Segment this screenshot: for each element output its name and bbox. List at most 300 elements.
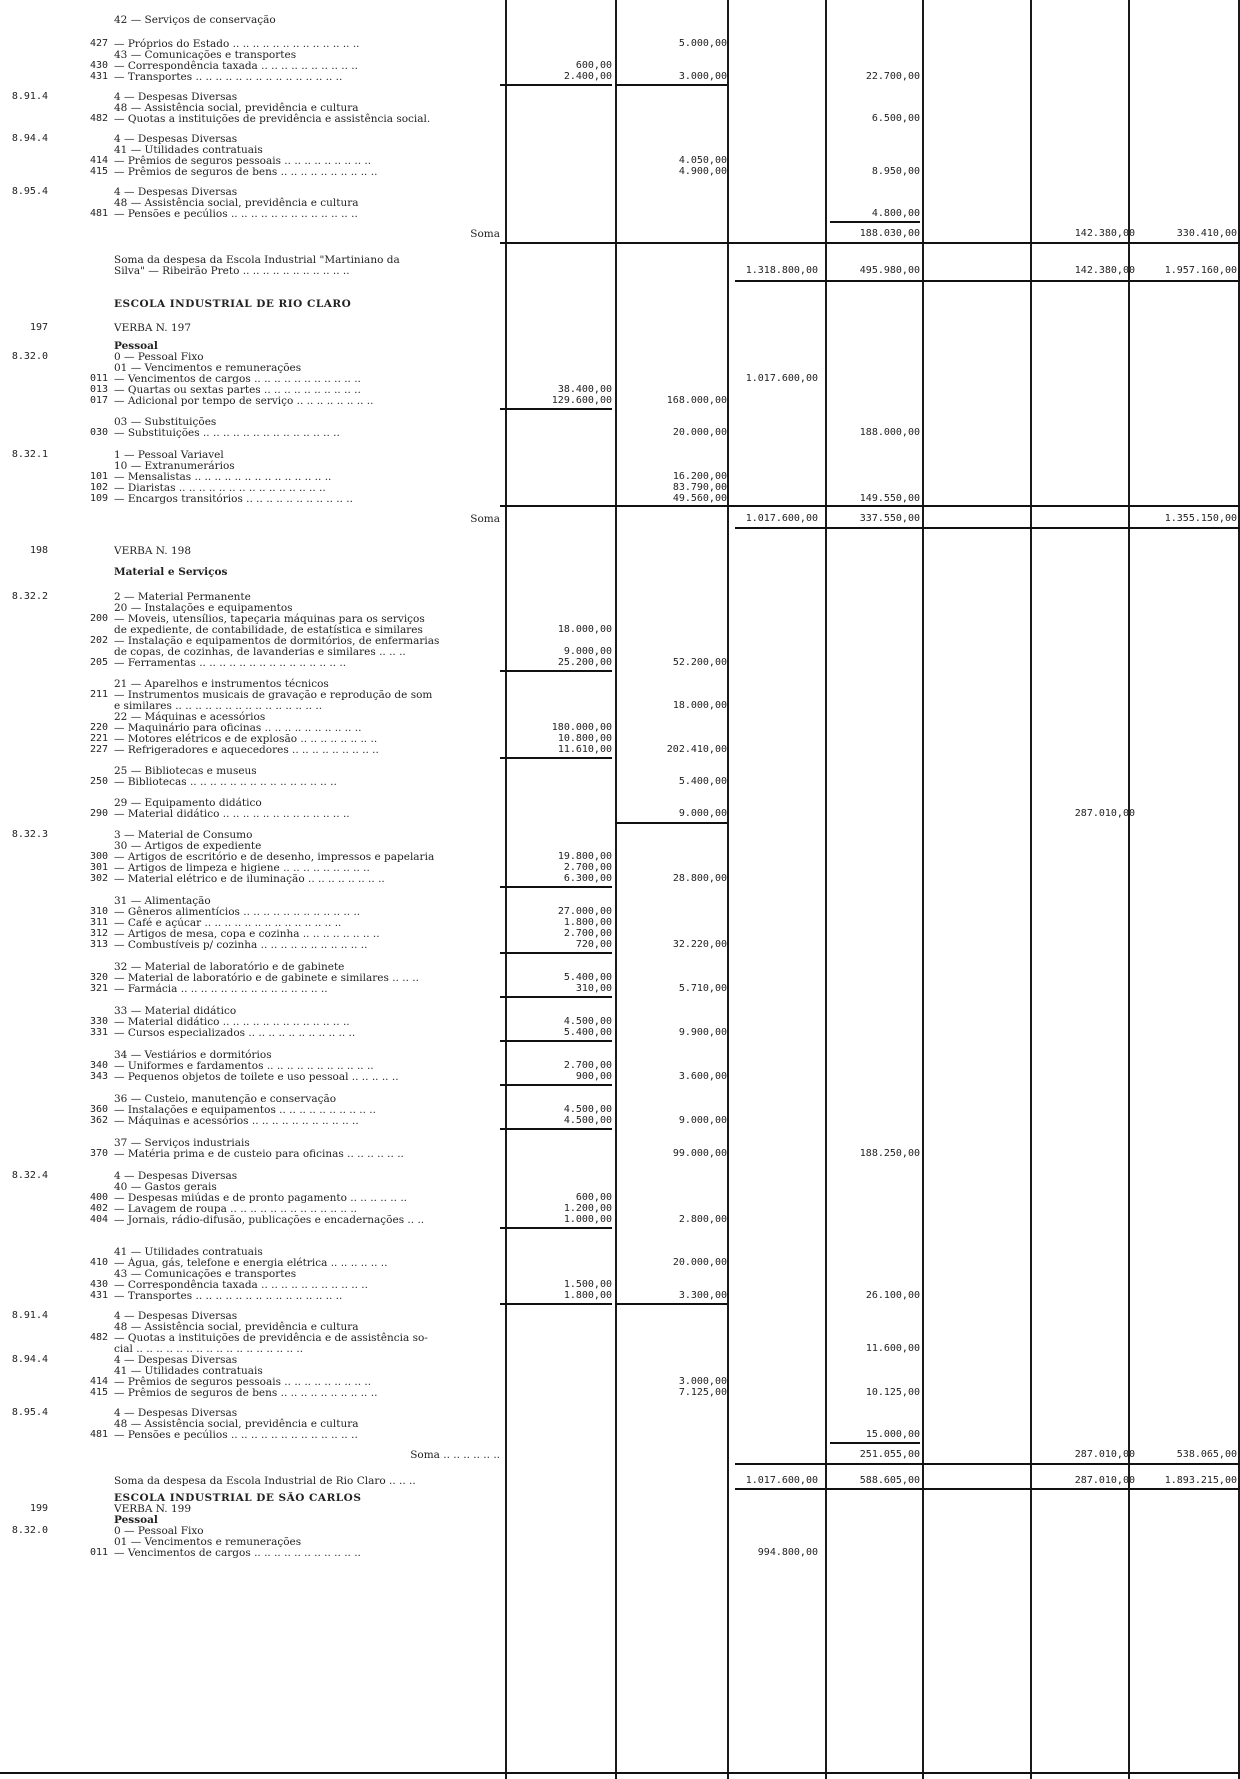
item-description: 22 — Máquinas e acessórios (114, 711, 266, 723)
item-description: 4 — Despesas Diversas (114, 1407, 238, 1419)
item-code: 414 (89, 1376, 108, 1387)
item-code: 431 (89, 1290, 108, 1301)
ledger-row (0, 427, 1240, 439)
item-code: 200 (89, 613, 108, 624)
total-rule (500, 1227, 612, 1229)
amount-c1: 1.800,00 (563, 1290, 612, 1301)
amount-c1: 19.800,00 (557, 851, 612, 862)
item-code: 011 (89, 373, 108, 384)
item-code: 320 (89, 972, 108, 983)
total-rule (500, 670, 612, 672)
item-code: 313 (89, 939, 108, 950)
ledger-row (0, 395, 1240, 407)
total-rule (500, 996, 612, 998)
amount-c1: 2.700,00 (563, 928, 612, 939)
amount-c2: 202.410,00 (666, 744, 727, 755)
ledger-row (0, 873, 1240, 885)
amount-c4: 188.000,00 (859, 427, 920, 438)
amount-c1: 4.500,00 (563, 1115, 612, 1126)
item-code: 311 (89, 917, 108, 928)
item-code: 030 (89, 427, 108, 438)
amount-c2: 3.000,00 (678, 71, 727, 82)
item-description: — Moveis, utensílios, tapeçaria máquinas para os serviços (114, 613, 425, 625)
amount-c2: 83.790,00 (672, 482, 727, 493)
item-code: 290 (89, 808, 108, 819)
item-description: — Despesas miúdas e de pronto pagamento .. .. .. .. .. .. (114, 1192, 407, 1204)
item-description: — Quotas a instituições de previdência e de assistência so- (114, 1332, 428, 1344)
item-code: 205 (89, 657, 108, 668)
ledger-row (0, 1449, 1240, 1461)
item-description: 37 — Serviços industriais (114, 1137, 250, 1149)
total-rule (735, 280, 1240, 282)
item-description: 4 — Despesas Diversas (114, 1310, 238, 1322)
total-rule (500, 886, 612, 888)
item-description: — Prêmios de seguros de bens .. .. .. .. .. .. .. .. .. .. (114, 1387, 378, 1399)
item-code: 481 (89, 1429, 108, 1440)
item-description: — Mensalistas .. .. .. .. .. .. .. .. .. .. .. .. .. .. (114, 471, 332, 483)
amount-c1: 25.200,00 (557, 657, 612, 668)
amount-c2: 3.300,00 (678, 1290, 727, 1301)
ledger-row (0, 1214, 1240, 1226)
amount-c1: 5.400,00 (563, 972, 612, 983)
amount-c2: 20.000,00 (672, 1257, 727, 1268)
soma-label: Soma (470, 513, 500, 525)
classification-code: 8.94.4 (11, 1354, 48, 1365)
item-description: — Cursos especializados .. .. .. .. .. .. .. .. .. .. .. (114, 1027, 356, 1039)
item-code: 102 (89, 482, 108, 493)
item-description: Silva" — Ribeirão Preto .. .. .. .. .. .. .. .. .. .. .. (114, 265, 350, 277)
amount-c2: 99.000,00 (672, 1148, 727, 1159)
amount-c2: 20.000,00 (672, 427, 727, 438)
total-rule (615, 1303, 727, 1305)
item-code: 202 (89, 635, 108, 646)
amount-c1: 11.610,00 (557, 744, 612, 755)
amount-c1: 5.400,00 (563, 1027, 612, 1038)
item-description: Soma da despesa da Escola Industrial de Rio Claro .. .. .. (114, 1475, 416, 1487)
item-code: 400 (89, 1192, 108, 1203)
ledger-row (0, 493, 1240, 505)
ledger-row (0, 1475, 1240, 1487)
item-description: — Gêneros alimentícios .. .. .. .. .. .. .. .. .. .. .. .. (114, 906, 361, 918)
ledger-row (0, 322, 1240, 334)
amount-c1: 1.200,00 (563, 1203, 612, 1214)
item-code: 220 (89, 722, 108, 733)
item-description: — Pensões e pecúlios .. .. .. .. .. .. .. .. .. .. .. .. .. (114, 208, 358, 220)
item-description: — Combustíveis p/ cozinha .. .. .. .. .. .. .. .. .. .. .. (114, 939, 368, 951)
classification-code: 8.91.4 (11, 91, 48, 102)
ledger-row (0, 71, 1240, 83)
ledger-row (0, 1429, 1240, 1441)
amount-c4: 4.800,00 (871, 208, 920, 219)
item-description: 36 — Custeio, manutenção e conservação (114, 1093, 337, 1105)
item-description: — Correspondência taxada .. .. .. .. .. .. .. .. .. .. .. (114, 1279, 368, 1291)
item-description: 48 — Assistência social, previdência e cultura (114, 1321, 359, 1333)
item-description: — Vencimentos de cargos .. .. .. .. .. .. .. .. .. .. .. (114, 1547, 361, 1559)
ledger-row (0, 298, 1240, 310)
item-description: — Farmácia .. .. .. .. .. .. .. .. .. .. .. .. .. .. .. (114, 983, 328, 995)
item-code: 404 (89, 1214, 108, 1225)
item-description: 33 — Material didático (114, 1005, 237, 1017)
item-description: 03 — Substituições (114, 416, 217, 428)
item-description: 4 — Despesas Diversas (114, 91, 238, 103)
amount-c1: 600,00 (575, 1192, 612, 1203)
amount-c1: 2.700,00 (563, 1060, 612, 1071)
amount-c4: 15.000,00 (865, 1429, 920, 1440)
total-rule (500, 1084, 612, 1086)
ledger-row (0, 1148, 1240, 1160)
item-code: 431 (89, 71, 108, 82)
amount-c4: 8.950,00 (871, 166, 920, 177)
item-description: 41 — Utilidades contratuais (114, 1246, 263, 1258)
item-description: 48 — Assistência social, previdência e cultura (114, 1418, 359, 1430)
amount-c4: 11.600,00 (865, 1343, 920, 1354)
amount-c3: 994.800,00 (757, 1547, 818, 1558)
item-description: 41 — Utilidades contratuais (114, 1365, 263, 1377)
item-description: — Quotas a instituições de previdência e assistência social. (114, 113, 431, 125)
total-rule (500, 242, 1240, 244)
item-code: 331 (89, 1027, 108, 1038)
item-code: 330 (89, 1016, 108, 1027)
item-description: 2 — Material Permanente (114, 591, 251, 603)
item-description: cial .. .. .. .. .. .. .. .. .. .. .. .. .. .. .. .. .. (114, 1343, 304, 1355)
total-rule (500, 505, 1240, 507)
item-description: — Artigos de limpeza e higiene .. .. .. .. .. .. .. .. .. (114, 862, 370, 874)
amount-c5: 142.380,00 (1074, 228, 1135, 239)
amount-c4: 188.250,00 (859, 1148, 920, 1159)
amount-c2: 168.000,00 (666, 395, 727, 406)
ledger-row (0, 566, 1240, 578)
amount-c2: 5.400,00 (678, 776, 727, 787)
item-description: 29 — Equipamento didático (114, 797, 262, 809)
amount-c5: 287.010,00 (1074, 1475, 1135, 1486)
item-description: 0 — Pessoal Fixo (114, 351, 204, 363)
amount-c2: 32.220,00 (672, 939, 727, 950)
item-description: 48 — Assistência social, previdência e cultura (114, 197, 359, 209)
classification-code: 8.32.0 (11, 351, 48, 362)
item-description: — Transportes .. .. .. .. .. .. .. .. .. .. .. .. .. .. .. (114, 1290, 343, 1302)
item-description: — Diaristas .. .. .. .. .. .. .. .. .. .. .. .. .. .. .. (114, 482, 326, 494)
ledger-row (0, 14, 1240, 26)
total-rule (500, 408, 612, 410)
ledger-row (0, 513, 1240, 525)
ledger-row (0, 113, 1240, 125)
item-description: — Transportes .. .. .. .. .. .. .. .. .. .. .. .. .. .. .. (114, 71, 343, 83)
item-code: 482 (89, 1332, 108, 1343)
amount-c4: 251.055,00 (859, 1449, 920, 1460)
item-description: — Uniformes e fardamentos .. .. .. .. .. .. .. .. .. .. .. (114, 1060, 374, 1072)
ledger-row (0, 1290, 1240, 1302)
item-description: — Prêmios de seguros de bens .. .. .. .. .. .. .. .. .. .. (114, 166, 378, 178)
amount-c2: 3.600,00 (678, 1071, 727, 1082)
amount-c2: 49.560,00 (672, 493, 727, 504)
amount-c1: 27.000,00 (557, 906, 612, 917)
ledger-row (0, 208, 1240, 220)
total-rule (500, 1128, 612, 1130)
item-description: — Substituições .. .. .. .. .. .. .. .. .. .. .. .. .. .. (114, 427, 340, 439)
amount-c3: 1.017.600,00 (745, 513, 818, 524)
item-description: — Material didático .. .. .. .. .. .. .. .. .. .. .. .. .. (114, 808, 350, 820)
amount-c3: 1.318.800,00 (745, 265, 818, 276)
total-rule (500, 84, 612, 86)
amount-c2: 5.710,00 (678, 983, 727, 994)
amount-c5: 287.010,00 (1074, 1449, 1135, 1460)
item-code: 300 (89, 851, 108, 862)
item-description: — Lavagem de roupa .. .. .. .. .. .. .. .. .. .. .. .. .. (114, 1203, 358, 1215)
amount-c1: 900,00 (575, 1071, 612, 1082)
amount-c1: 6.300,00 (563, 873, 612, 884)
classification-code: 199 (29, 1503, 48, 1514)
item-description: VERBA N. 199 (114, 1503, 192, 1515)
classification-code: 198 (29, 545, 48, 556)
item-code: 481 (89, 208, 108, 219)
amount-c1: 1.500,00 (563, 1279, 612, 1290)
item-description: — Próprios do Estado .. .. .. .. .. .. .. .. .. .. .. .. .. (114, 38, 360, 50)
ledger-row (0, 265, 1240, 277)
amount-c4: 495.980,00 (859, 265, 920, 276)
amount-c2: 28.800,00 (672, 873, 727, 884)
item-description: VERBA N. 197 (114, 322, 192, 334)
ledger-row (0, 657, 1240, 669)
item-description: — Encargos transitórios .. .. .. .. .. .. .. .. .. .. .. (114, 493, 353, 505)
item-code: 415 (89, 1387, 108, 1398)
item-description: 25 — Bibliotecas e museus (114, 765, 257, 777)
item-code: 011 (89, 1547, 108, 1558)
item-description: 32 — Material de laboratório e de gabinete (114, 961, 345, 973)
item-description: 30 — Artigos de expediente (114, 840, 262, 852)
amount-c1: 2.700,00 (563, 862, 612, 873)
item-description: 40 — Gastos gerais (114, 1181, 217, 1193)
item-description: — Material de laboratório e de gabinete e similares .. .. .. (114, 972, 419, 984)
classification-code: 8.32.1 (11, 449, 48, 460)
item-code: 017 (89, 395, 108, 406)
item-code: 250 (89, 776, 108, 787)
ledger-row (0, 983, 1240, 995)
item-description: 3 — Material de Consumo (114, 829, 253, 841)
item-code: 427 (89, 38, 108, 49)
classification-code: 8.32.2 (11, 591, 48, 602)
item-description: 4 — Despesas Diversas (114, 186, 238, 198)
item-description: 41 — Utilidades contratuais (114, 144, 263, 156)
item-description: — Instalação e equipamentos de dormitórios, de enfermarias (114, 635, 440, 647)
item-description: de expediente, de contabilidade, de estatística e similares (114, 624, 423, 636)
item-description: — Vencimentos de cargos .. .. .. .. .. .. .. .. .. .. .. (114, 373, 361, 385)
item-description: de copas, de cozinhas, de lavanderias e similares .. .. .. (114, 646, 406, 658)
ledger-row (0, 545, 1240, 557)
item-code: 402 (89, 1203, 108, 1214)
amount-c4: 588.605,00 (859, 1475, 920, 1486)
ledger-row (0, 1547, 1240, 1559)
section-heading: ESCOLA INDUSTRIAL DE RIO CLARO (114, 298, 352, 310)
item-description: — Instalações e equipamentos .. .. .. .. .. .. .. .. .. .. (114, 1104, 376, 1116)
amount-c1: 4.500,00 (563, 1016, 612, 1027)
amount-c1: 2.400,00 (563, 71, 612, 82)
item-description: — Artigos de mesa, copa e cozinha .. .. .. .. .. .. .. .. (114, 928, 380, 940)
item-description: 48 — Assistência social, previdência e cultura (114, 102, 359, 114)
item-description: — Refrigeradores e aquecedores .. .. .. .. .. .. .. .. .. (114, 744, 379, 756)
item-code: 312 (89, 928, 108, 939)
ledger-row (0, 808, 1240, 820)
item-description: e similares .. .. .. .. .. .. .. .. .. .. .. .. .. .. .. (114, 700, 323, 712)
amount-c2: 2.800,00 (678, 1214, 727, 1225)
amount-c6: 330.410,00 (1176, 228, 1237, 239)
item-code: 302 (89, 873, 108, 884)
total-rule (735, 527, 1240, 529)
amount-c1: 4.500,00 (563, 1104, 612, 1115)
total-rule (500, 757, 612, 759)
item-description: — Pensões e pecúlios .. .. .. .. .. .. .. .. .. .. .. .. .. (114, 1429, 358, 1441)
soma-label: Soma .. .. .. .. .. .. (410, 1449, 500, 1461)
item-code: 370 (89, 1148, 108, 1159)
amount-c4: 10.125,00 (865, 1387, 920, 1398)
amount-c1: 310,00 (575, 983, 612, 994)
item-description: — Motores elétricos e de explosão .. .. .. .. .. .. .. .. (114, 733, 378, 745)
amount-c1: 180.000,00 (551, 722, 612, 733)
soma-label: Soma (470, 228, 500, 240)
item-description: — Prêmios de seguros pessoais .. .. .. .. .. .. .. .. .. (114, 155, 372, 167)
item-description: — Correspondência taxada .. .. .. .. .. .. .. .. .. .. (114, 60, 358, 72)
classification-code: 8.95.4 (11, 1407, 48, 1418)
ledger-row (0, 776, 1240, 788)
ledger-row (0, 228, 1240, 240)
item-description: 01 — Vencimentos e remunerações (114, 1536, 302, 1548)
item-code: 343 (89, 1071, 108, 1082)
classification-code: 197 (29, 322, 48, 333)
item-code: 211 (89, 689, 108, 700)
item-code: 415 (89, 166, 108, 177)
item-description: 0 — Pessoal Fixo (114, 1525, 204, 1537)
classification-code: 8.32.3 (11, 829, 48, 840)
item-description: — Adicional por tempo de serviço .. .. .. .. .. .. .. .. (114, 395, 374, 407)
item-description: — Artigos de escritório e de desenho, impressos e papelaria (114, 851, 435, 863)
amount-c2: 18.000,00 (672, 700, 727, 711)
item-code: 430 (89, 1279, 108, 1290)
item-code: 414 (89, 155, 108, 166)
total-rule (735, 1488, 1240, 1490)
amount-c1: 38.400,00 (557, 384, 612, 395)
total-rule (500, 1040, 612, 1042)
amount-c6: 538.065,00 (1176, 1449, 1237, 1460)
amount-c4: 22.700,00 (865, 71, 920, 82)
item-description: Pessoal (114, 340, 158, 352)
amount-c6: 1.957.160,00 (1164, 265, 1237, 276)
total-rule (0, 1772, 1240, 1774)
item-description: — Jornais, rádio-difusão, publicações e encadernações .. .. (114, 1214, 425, 1226)
amount-c2: 9.000,00 (678, 808, 727, 819)
total-rule (615, 822, 727, 824)
amount-c1: 1.000,00 (563, 1214, 612, 1225)
item-description: — Quartas ou sextas partes .. .. .. .. .. .. .. .. .. .. (114, 384, 361, 396)
item-description: 4 — Despesas Diversas (114, 1354, 238, 1366)
ledger-row (0, 1071, 1240, 1083)
item-code: 360 (89, 1104, 108, 1115)
amount-c5: 287.010,00 (1074, 808, 1135, 819)
item-description: 4 — Despesas Diversas (114, 133, 238, 145)
total-rule (830, 221, 920, 223)
item-code: 321 (89, 983, 108, 994)
amount-c4: 26.100,00 (865, 1290, 920, 1301)
item-code: 221 (89, 733, 108, 744)
item-description: 21 — Aparelhos e instrumentos técnicos (114, 678, 329, 690)
item-code: 301 (89, 862, 108, 873)
amount-c3: 1.017.600,00 (745, 1475, 818, 1486)
amount-c2: 4.900,00 (678, 166, 727, 177)
item-code: 430 (89, 60, 108, 71)
item-code: 482 (89, 113, 108, 124)
classification-code: 8.94.4 (11, 133, 48, 144)
item-code: 101 (89, 471, 108, 482)
amount-c4: 188.030,00 (859, 228, 920, 239)
total-rule (615, 84, 727, 86)
item-description: — Material elétrico e de iluminação .. .. .. .. .. .. .. .. (114, 873, 385, 885)
item-description: 31 — Alimentação (114, 895, 211, 907)
amount-c4: 337.550,00 (859, 513, 920, 524)
item-description: 4 — Despesas Diversas (114, 1170, 238, 1182)
amount-c6: 1.893.215,00 (1164, 1475, 1237, 1486)
item-description: — Café e açúcar .. .. .. .. .. .. .. .. .. .. .. .. .. .. (114, 917, 342, 929)
item-description: — Prêmios de seguros pessoais .. .. .. .. .. .. .. .. .. (114, 1376, 372, 1388)
amount-c1: 600,00 (575, 60, 612, 71)
classification-code: 8.32.0 (11, 1525, 48, 1536)
item-description: — Ferramentas .. .. .. .. .. .. .. .. .. .. .. .. .. .. .. (114, 657, 347, 669)
item-description: — Maquinário para oficinas .. .. .. .. .. .. .. .. .. .. (114, 722, 362, 734)
item-code: 362 (89, 1115, 108, 1126)
classification-code: 8.95.4 (11, 186, 48, 197)
item-description: 01 — Vencimentos e remunerações (114, 362, 302, 374)
amount-c1: 1.800,00 (563, 917, 612, 928)
amount-c2: 4.050,00 (678, 155, 727, 166)
item-description: Pessoal (114, 1514, 158, 1526)
amount-c1: 129.600,00 (551, 395, 612, 406)
item-code: 109 (89, 493, 108, 504)
amount-c3: 1.017.600,00 (745, 373, 818, 384)
section-heading: ESCOLA INDUSTRIAL DE SÃO CARLOS (114, 1492, 362, 1504)
total-rule (735, 1463, 1240, 1465)
classification-code: 8.91.4 (11, 1310, 48, 1321)
item-description: Soma da despesa da Escola Industrial "Martiniano da (114, 254, 400, 266)
amount-c2: 52.200,00 (672, 657, 727, 668)
item-description: 1 — Pessoal Variavel (114, 449, 224, 461)
total-rule (830, 1442, 920, 1444)
item-description: — Matéria prima e de custeio para oficinas .. .. .. .. .. .. (114, 1148, 404, 1160)
item-description: — Água, gás, telefone e energia elétrica .. .. .. .. .. .. (114, 1257, 388, 1269)
amount-c1: 720,00 (575, 939, 612, 950)
classification-code: 8.32.4 (11, 1170, 48, 1181)
ledger-row (0, 1027, 1240, 1039)
item-description: Material e Serviços (114, 566, 228, 578)
amount-c2: 9.000,00 (678, 1115, 727, 1126)
item-description: — Material didático .. .. .. .. .. .. .. .. .. .. .. .. .. (114, 1016, 350, 1028)
item-description: — Máquinas e acessórios .. .. .. .. .. .. .. .. .. .. .. (114, 1115, 359, 1127)
amount-c2: 7.125,00 (678, 1387, 727, 1398)
item-code: 310 (89, 906, 108, 917)
item-code: 410 (89, 1257, 108, 1268)
ledger-row (0, 1115, 1240, 1127)
item-code: 013 (89, 384, 108, 395)
amount-c2: 16.200,00 (672, 471, 727, 482)
item-description: 10 — Extranumerários (114, 460, 235, 472)
amount-c2: 5.000,00 (678, 38, 727, 49)
amount-c6: 1.355.150,00 (1164, 513, 1237, 524)
amount-c2: 3.000,00 (678, 1376, 727, 1387)
item-description: 34 — Vestiários e dormitórios (114, 1049, 272, 1061)
total-rule (500, 952, 612, 954)
item-description: 42 — Serviços de conservação (114, 14, 276, 26)
amount-c1: 10.800,00 (557, 733, 612, 744)
item-code: 340 (89, 1060, 108, 1071)
amount-c4: 149.550,00 (859, 493, 920, 504)
item-description: 43 — Comunicações e transportes (114, 1268, 297, 1280)
item-description: — Instrumentos musicais de gravação e reprodução de som (114, 689, 433, 701)
